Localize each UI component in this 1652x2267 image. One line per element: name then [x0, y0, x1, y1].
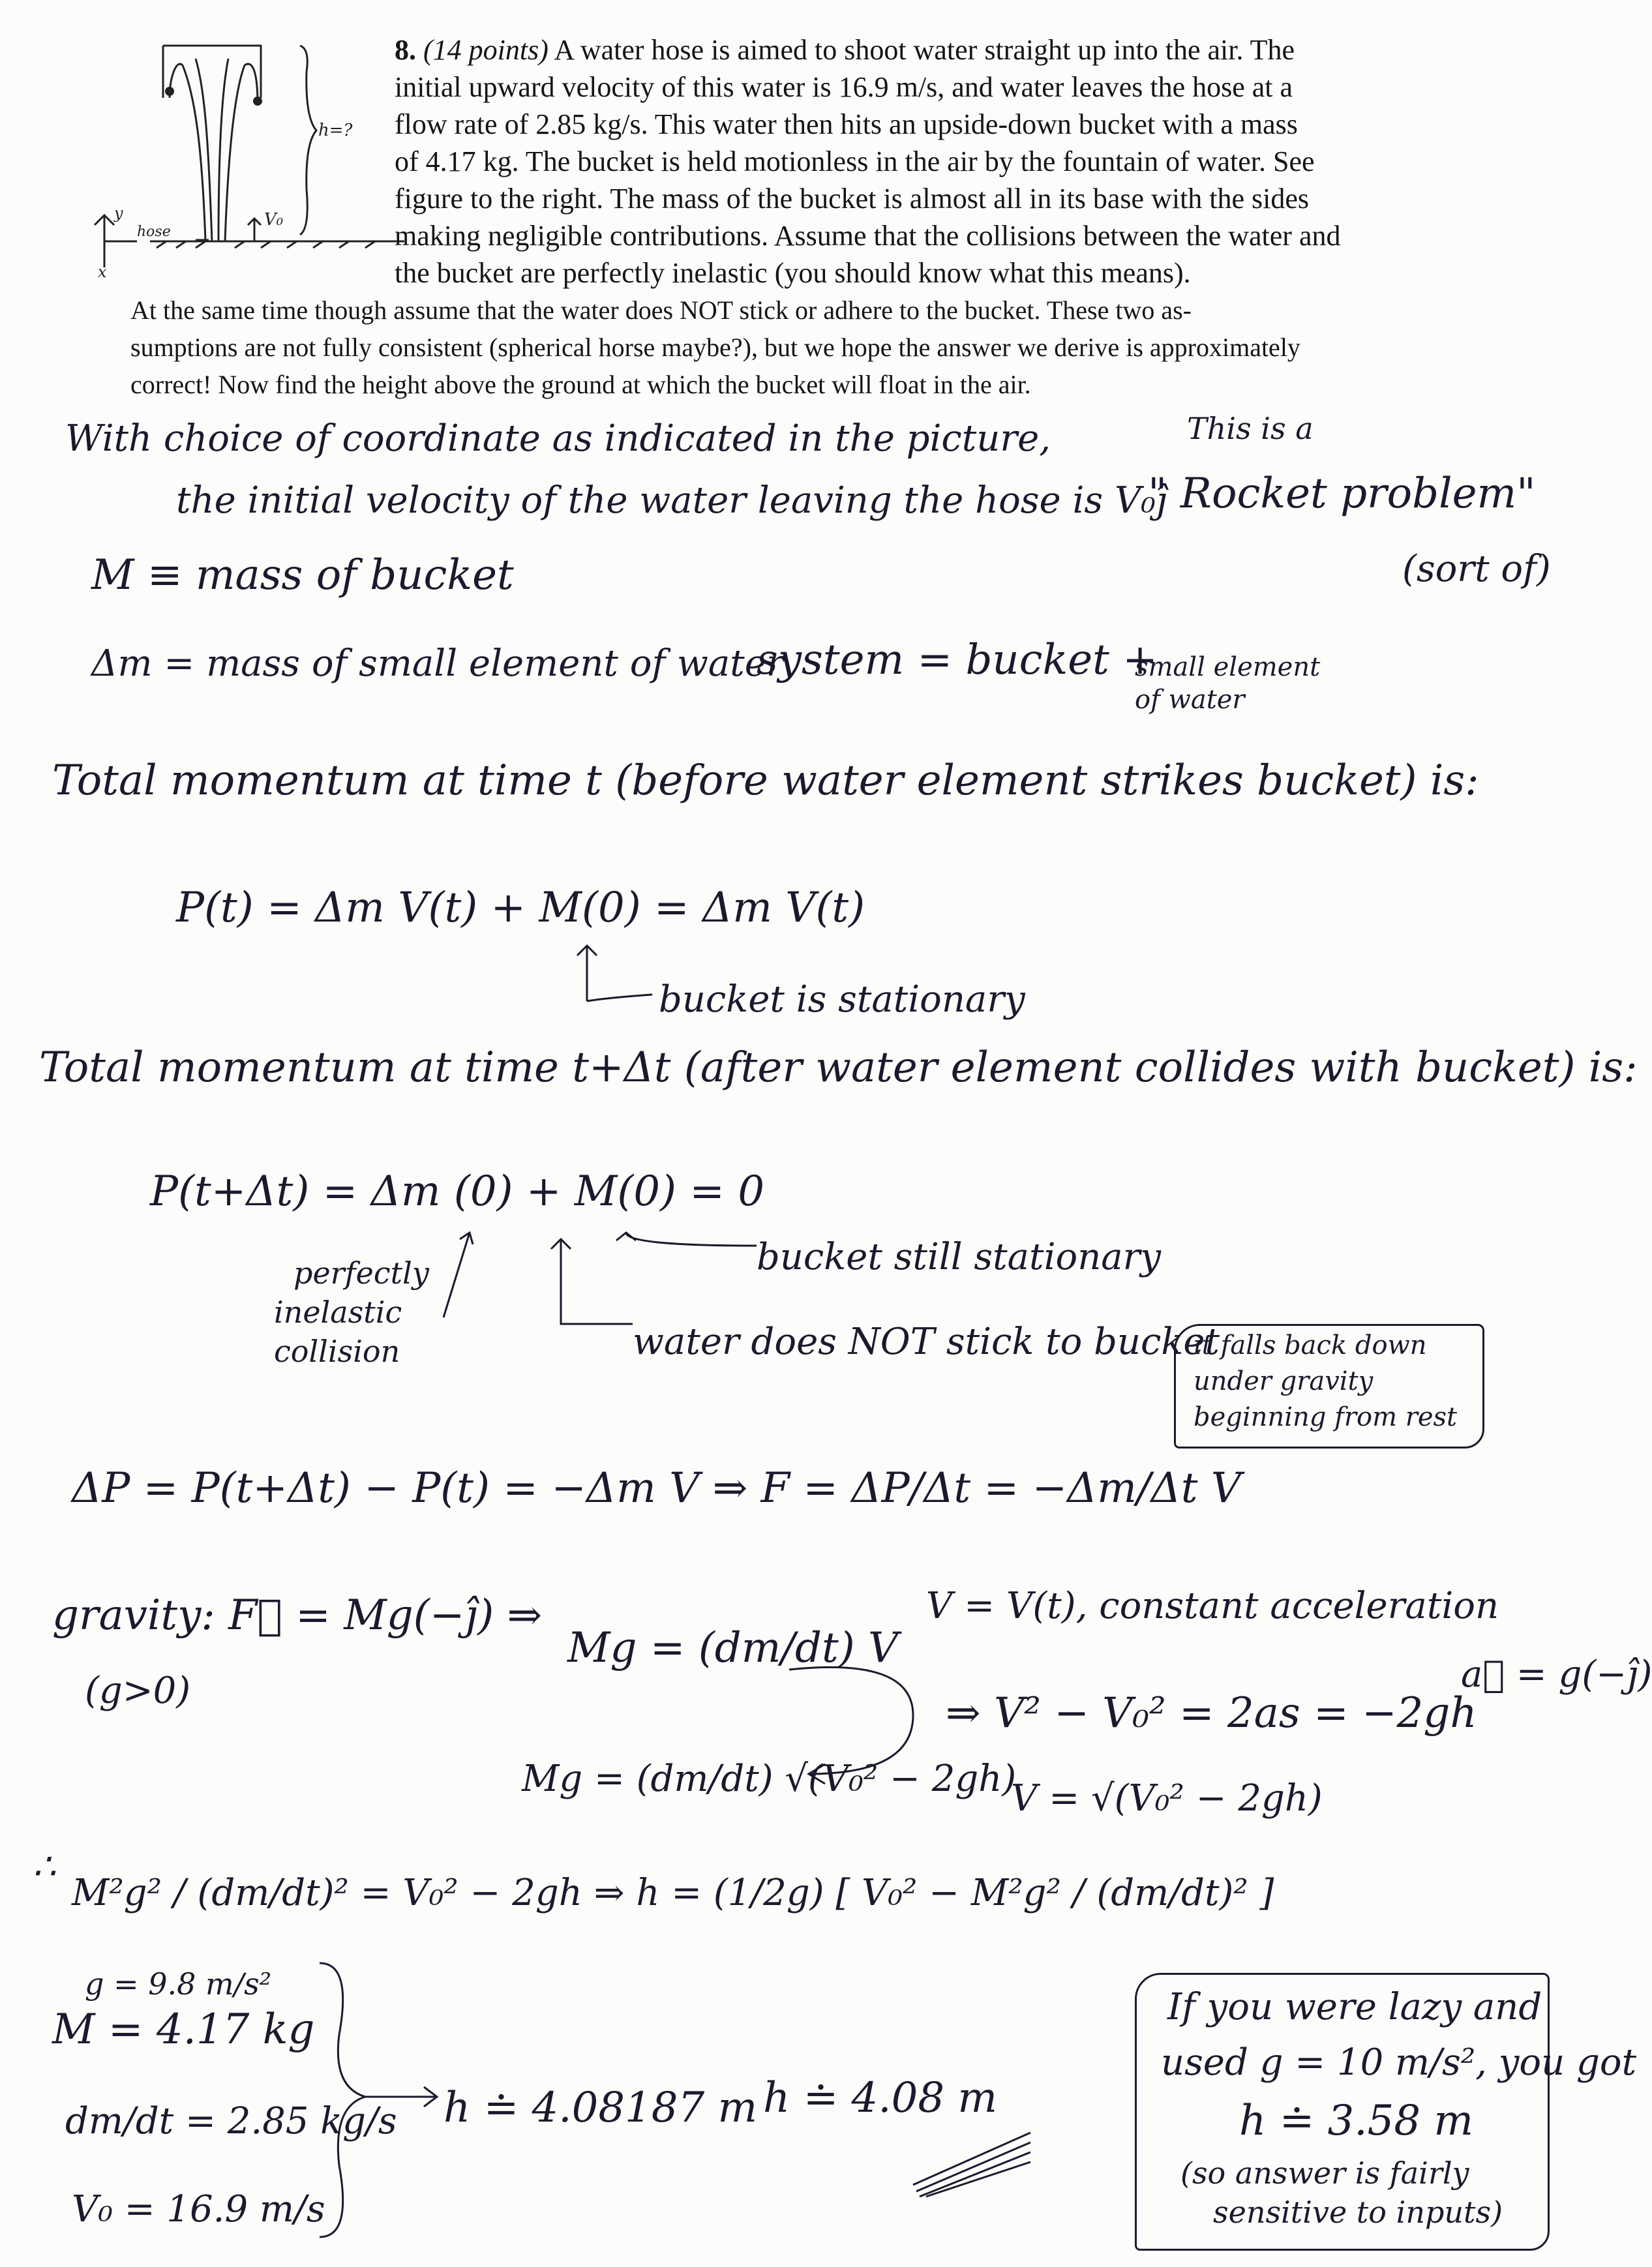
annotation-collision: collision: [274, 1334, 400, 1369]
figure-label-v0: V₀: [264, 210, 284, 230]
problem-line-2: initial upward velocity of this water is 16.9 m/s, and water leaves the hose at a: [395, 71, 1293, 103]
note-rocket-3: (sort of): [1402, 548, 1551, 590]
problem-statement: [130, 31, 1500, 403]
solution-line-mass-bucket: M ≡ mass of bucket: [91, 551, 514, 599]
solution-line-momentum-t-dt: Total momentum at time t+Δt (after water element collides with bucket) is:: [39, 1043, 1638, 1092]
solution-system-small-element: small element: [1135, 652, 1321, 682]
given-v0: V₀ = 16.9 m/s: [72, 2188, 325, 2230]
solution-gravity: gravity: F⃗ = Mg(−ĵ) ⇒: [52, 1591, 543, 1640]
lazy-note-2: used g = 10 m/s², you got: [1161, 2041, 1637, 2084]
annotation-inelastic: inelastic: [274, 1295, 402, 1330]
equation-delta-p: ΔP = P(t+Δt) − P(t) = −Δm V ⇒ F = ΔP/Δt = −Δm/Δt V: [72, 1464, 1242, 1512]
lazy-note-3: h ≐ 3.58 m: [1239, 2097, 1474, 2145]
solution-g-positive: (g>0): [85, 1670, 191, 1712]
annotation-arrows-2: [430, 1226, 796, 1330]
solution-constant-acceleration: V = V(t), constant acceleration: [926, 1585, 1499, 1627]
figure-label-x: x: [98, 263, 107, 281]
given-g: g = 9.8 m/s²: [85, 1966, 272, 2002]
solution-line-initial-velocity: the initial velocity of the water leaving the hose is V₀ĵ: [176, 479, 1167, 522]
problem-line-6: making negligible contributions. Assume that the collisions between the water and: [395, 220, 1341, 252]
lazy-note-1: If you were lazy and: [1167, 1986, 1542, 2028]
result-underline-strokes: [907, 2126, 1037, 2198]
problem-line-8: At the same time though assume that the water does NOT stick or adhere to the bucket. These two as-: [130, 295, 1192, 325]
figure-label-h: h=?: [318, 121, 353, 140]
solution-line-dm: Δm = mass of small element of water: [91, 642, 784, 685]
problem-line-10: correct! Now find the height above the ground at which the bucket will float in the air.: [130, 370, 1031, 399]
equation-mg-dmdt-v: Mg = (dm/dt) V: [567, 1624, 899, 1672]
problem-line-3: flow rate of 2.85 kg/s. This water then hits an upside-down bucket with a mass: [395, 108, 1298, 140]
equation-h-solution: M²g² / (dm/dt)² = V₀² − 2gh ⇒ h = (1/2g) [ V₀² − M²g² / (dm/dt)² ]: [72, 1872, 1274, 1914]
annotation-not-stick: water does NOT stick to bucket: [633, 1321, 1220, 1363]
equation-p-t-dt: P(t+Δt) = Δm (0) + M(0) = 0: [150, 1167, 765, 1216]
problem-line-9: sumptions are not fully consistent (spherical horse maybe?), but we hope the answer we derive is approximately: [130, 333, 1300, 362]
solution-acceleration-vector: a⃗ = g(−ĵ): [1461, 1653, 1652, 1696]
annotation-under-gravity: under gravity: [1194, 1366, 1374, 1396]
equation-v-sqrt: V = √(V₀² − 2gh): [1011, 1777, 1323, 1820]
lazy-note-4: (so answer is fairly: [1180, 2155, 1469, 2191]
lazy-note-5: sensitive to inputs): [1213, 2195, 1503, 2230]
problem-number: 8.: [395, 34, 416, 66]
solution-line-momentum-t: Total momentum at time t (before water element strikes bucket) is:: [52, 757, 1479, 805]
problem-line-4: of 4.17 kg. The bucket is held motionless in the air by the fountain of water. See: [395, 145, 1315, 177]
equation-mg-sqrt: Mg = (dm/dt) √(V₀² − 2gh): [522, 1758, 1017, 1800]
figure-label-hose: hose: [137, 224, 171, 240]
problem-line-5: figure to the right. The mass of the bucket is almost all in its base with the sides: [395, 183, 1310, 215]
annotation-perfectly: perfectly: [293, 1255, 429, 1291]
problem-line-7: the bucket are perfectly inelastic (you should know what this means).: [395, 257, 1191, 289]
equation-kinematics: ⇒ V² − V₀² = 2as = −2gh: [946, 1689, 1477, 1737]
given-mass: M = 4.17 kg: [52, 2005, 315, 2054]
problem-points: (14 points): [423, 34, 548, 66]
annotation-bucket-still: bucket still stationary: [757, 1236, 1162, 1278]
solution-system-of-water: of water: [1135, 685, 1245, 715]
annotation-bucket-stationary: bucket is stationary: [659, 978, 1025, 1021]
equation-p-t: P(t) = Δm V(t) + M(0) = Δm V(t): [176, 884, 865, 932]
substitution-arrow: [783, 1657, 1017, 1787]
therefore-symbol: ∴: [33, 1846, 56, 1888]
solution-line-system: system = bucket +: [757, 636, 1158, 684]
annotation-arrow-1: [567, 939, 659, 1004]
result-precise: h ≐ 4.08187 m: [443, 2084, 758, 2132]
problem-line-1: [130, 31, 1500, 68]
annotation-from-rest: beginning from rest: [1194, 1402, 1458, 1432]
given-brace-arrow: [313, 1957, 443, 2244]
annotation-falls-back: it falls back down: [1194, 1330, 1427, 1360]
solution-line-coordinate: With choice of coordinate as indicated in the picture,: [65, 417, 1051, 460]
given-flow-rate: dm/dt = 2.85 kg/s: [65, 2100, 397, 2142]
note-rocket-2: " Rocket problem": [1148, 470, 1536, 518]
problem-text-1: A water hose is aimed to shoot water straight up into the air. The: [554, 34, 1295, 66]
figure-label-y: y: [114, 204, 123, 222]
result-rounded: h ≐ 4.08 m: [763, 2074, 998, 2122]
note-rocket-1: This is a: [1187, 411, 1314, 446]
